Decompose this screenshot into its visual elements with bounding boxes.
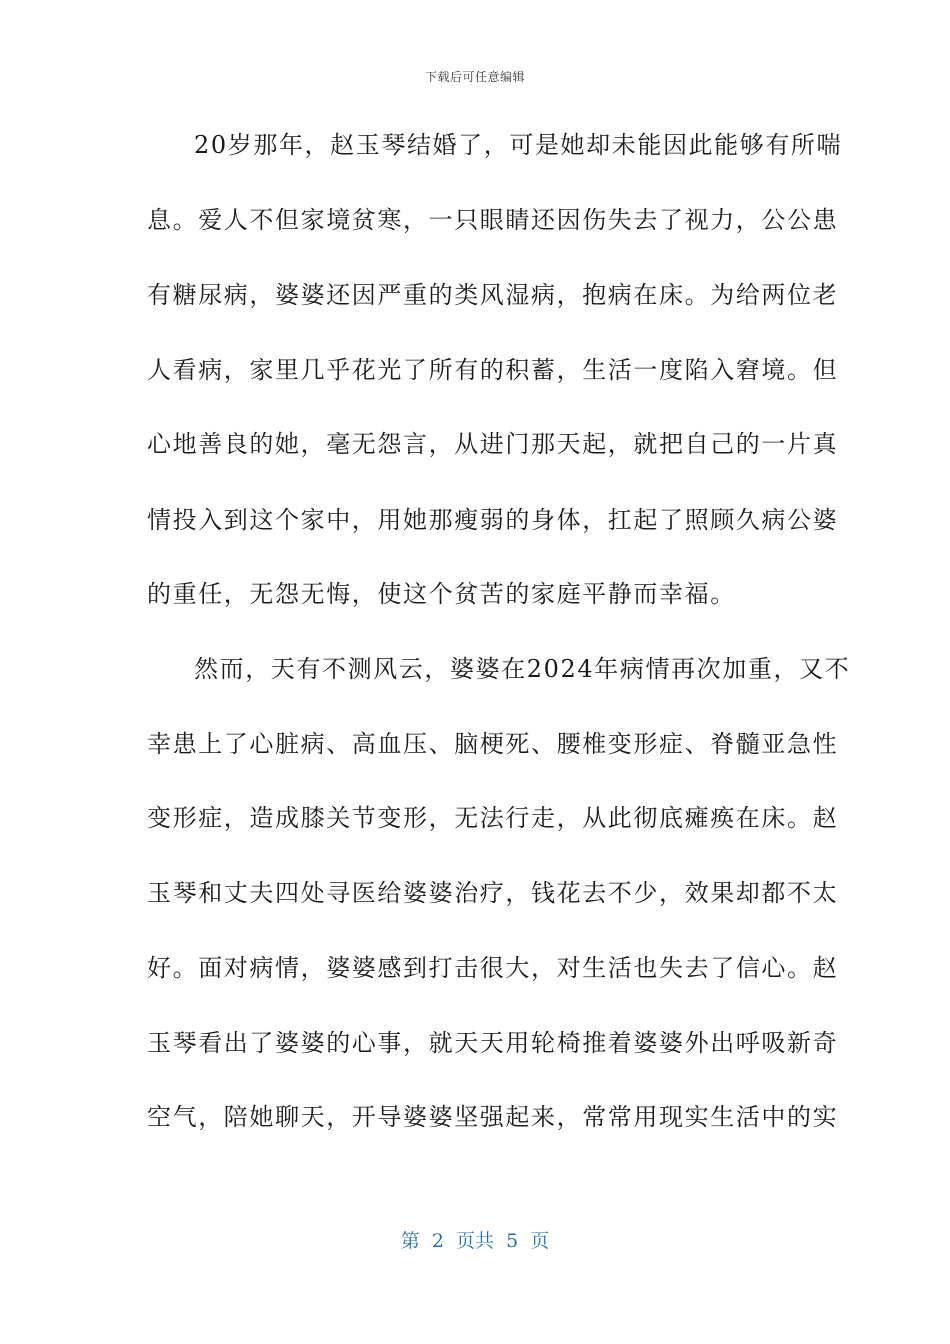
page-number-footer: 第 2 页共 5 页 (400, 1230, 550, 1252)
paragraph-1-line-3: 有糖尿病，婆婆还因严重的类风湿病，抱病在床。为给两位老 (147, 281, 839, 309)
paragraph-2-line-3: 变形症，造成膝关节变形，无法行走，从此彻底瘫痪在床。赵 (147, 804, 839, 832)
paragraph-1-line-4: 人看病，家里几乎花光了所有的积蓄，生活一度陷入窘境。但 (147, 356, 839, 384)
paragraph-2-line-2: 幸患上了心脏病、高血压、脑梗死、腰椎变形症、脊髓亚急性 (147, 730, 839, 758)
paragraph-1-line-5: 心地善良的她，毫无怨言，从进门那天起，就把自己的一片真 (147, 430, 839, 458)
paragraph-1-line-6: 情投入到这个家中，用她那瘦弱的身体，扛起了照顾久病公婆 (147, 506, 839, 534)
paragraph-2-line-4: 玉琴和丈夫四处寻医给婆婆治疗，钱花去不少，效果却都不太 (147, 879, 839, 907)
paragraph-1-line-1: 20岁那年，赵玉琴结婚了，可是她却未能因此能够有所喘 (194, 131, 843, 159)
paragraph-2-line-5: 好。面对病情，婆婆感到打击很大，对生活也失去了信心。赵 (147, 954, 839, 982)
paragraph-2-line-7: 空气，陪她聊天，开导婆婆坚强起来，常常用现实生活中的实 (147, 1103, 839, 1131)
page-header: 下载后可任意编辑 (424, 70, 525, 84)
paragraph-1-line-7: 的重任，无怨无悔，使这个贫苦的家庭平静而幸福。 (147, 580, 736, 608)
paragraph-1-line-2: 息。爱人不但家境贫寒，一只眼睛还因伤失去了视力，公公患 (147, 206, 839, 234)
paragraph-2-line-1: 然而，天有不测风云，婆婆在2024年病情再次加重，又不 (194, 655, 851, 683)
paragraph-2-line-6: 玉琴看出了婆婆的心事，就天天用轮椅推着婆婆外出呼吸新奇 (147, 1029, 839, 1057)
